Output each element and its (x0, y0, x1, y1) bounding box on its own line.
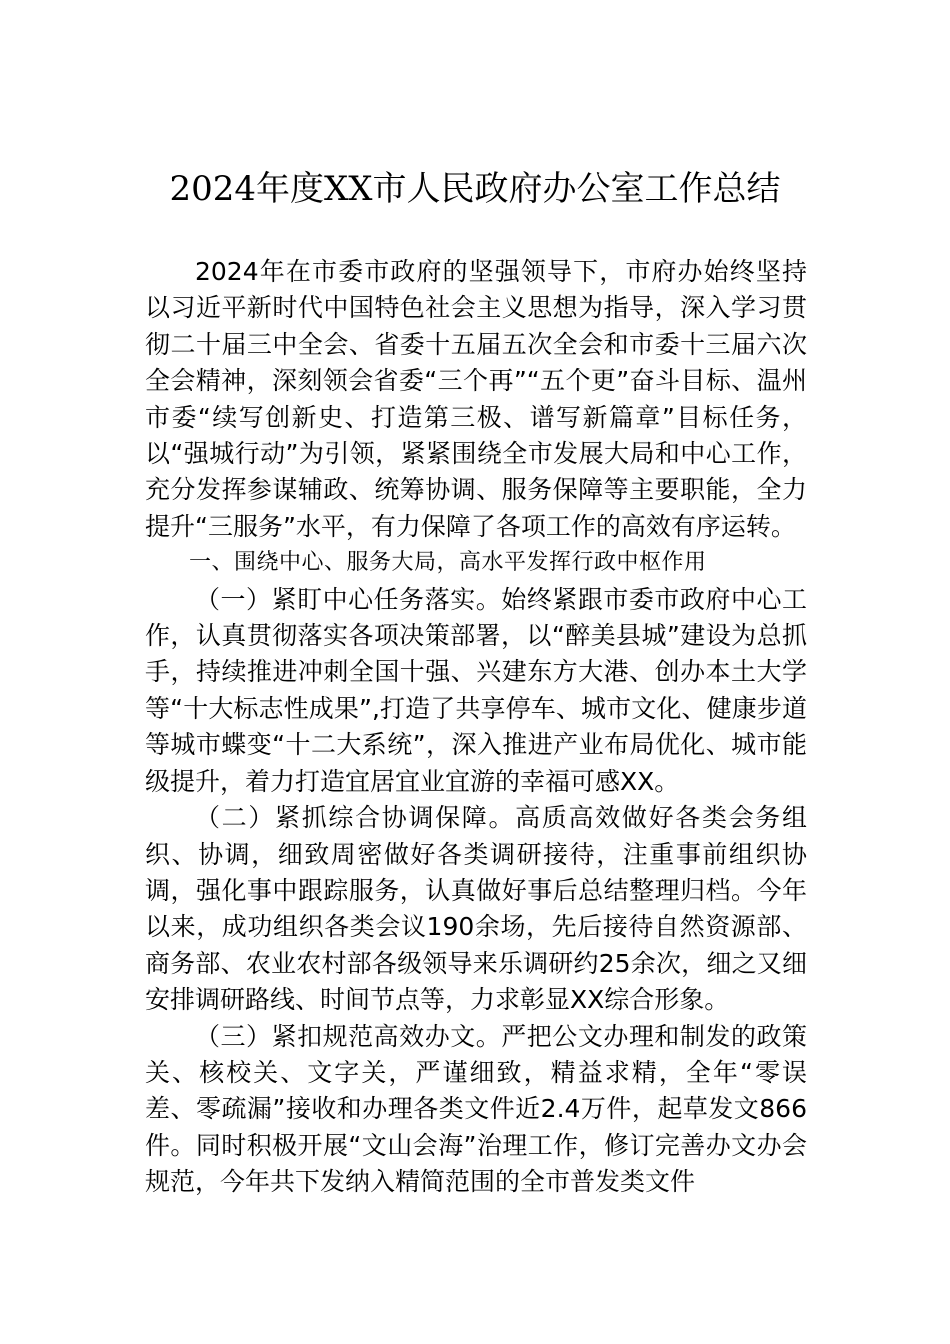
document-body (145, 254, 807, 1201)
item-paragraph-2: （二）紧抓综合协调保障。高质高效做好各类会务组织、协调，细致周密做好各类调研接待，注重事前组织协调，强化事中跟踪服务，认真做好事后总结整理归档。今年以来，成功组织各类会议190余场，先后接待自然资源部、商务部、农业农村部各级领导来乐调研约25余次，细之又细安排调研路线、时间节点等，力求彰显XX综合形象。 (145, 803, 807, 1015)
intro-paragraph: 2024年在市委市政府的坚强领导下，市府办始终坚持以习近平新时代中国特色社会主义思想为指导，深入学习贯彻二十届三中全会、省委十五届五次全会和市委十三届六次全会精神，深刻领会省委“三个再”“五个更”奋斗目标、温州市委“续写创新史、打造第三极、谱写新篇章”目标任务，以“强城行动”为引领，紧紧围绕全市发展大局和中心工作，充分发挥参谋辅政、统筹协调、服务保障等主要职能，全力提升“三服务”水平，有力保障了各项工作的高效有序运转。 (145, 257, 807, 541)
section-heading-1: 一、围绕中心、服务大局，高水平发挥行政中枢作用 (189, 550, 707, 576)
item-paragraph-3: （三）紧扣规范高效办文。严把公文办理和制发的政策关、核校关、文字关，严谨细致，精益求精，全年“零误差、零疏漏”接收和办理各类文件近2.4万件，起草发文866件。同时积极开展“文山会海”治理工作，修订完善办文办会规范，今年共下发纳入精简范围的全市普发类文件 (145, 1021, 807, 1197)
document-title: 2024年度XX市人民政府办公室工作总结 (169, 169, 781, 209)
item-paragraph-1: （一）紧盯中心任务落实。始终紧跟市委市政府中心工作，认真贯彻落实各项决策部署，以“醉美县城”建设为总抓手，持续推进冲刺全国十强、兴建东方大港、创办本土大学等“十大标志性成果”,打造了共享停车、城市文化、健康步道等城市蝶变“十二大系统”，深入推进产业布局优化、城市能级提升，着力打造宜居宜业宜游的幸福可感XX。 (145, 584, 807, 796)
